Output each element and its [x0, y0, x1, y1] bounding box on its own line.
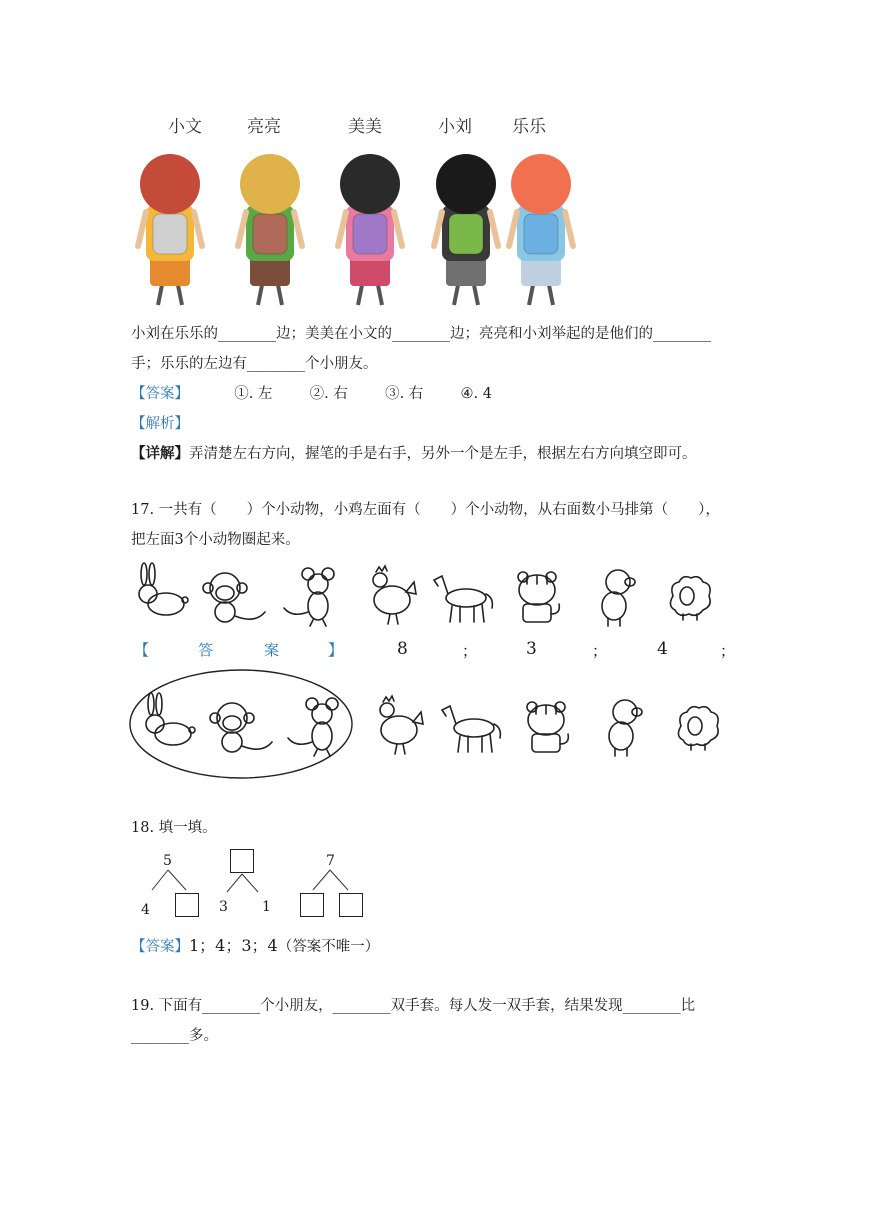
q17-part: 一共有（: [158, 502, 217, 518]
analysis-label: 【解析】: [131, 416, 189, 432]
tree1-left: 4: [141, 902, 150, 918]
tiger-icon: [527, 702, 568, 752]
tree1-top: 5: [163, 853, 172, 869]
tree3-right-box[interactable]: [339, 893, 363, 917]
q18-answer-text: 1；4；3；4: [189, 936, 278, 955]
rabbit-icon: [146, 693, 195, 745]
q16-line2: 手；乐乐的左边有________个小朋友。: [131, 356, 378, 372]
child-figure: [238, 154, 302, 305]
q17-part: ），: [698, 502, 720, 518]
circle-annotation: [130, 670, 352, 778]
name-xiaowen: 小文: [168, 117, 202, 137]
pig-icon: [602, 570, 635, 626]
answer-char: 案: [264, 641, 280, 659]
answer-sep: ；: [592, 642, 608, 660]
answer-1: ①. 左: [234, 386, 273, 402]
tree2-left: 3: [219, 899, 228, 915]
tree3-left-box[interactable]: [300, 893, 324, 917]
q17-line2: 把左面3个小动物圈起来。: [131, 532, 300, 548]
q16-line1: 小刘在乐乐的________边；美美在小文的________边；亮亮和小刘举起的是他们的________: [131, 326, 711, 342]
tree2-top-box[interactable]: [230, 849, 254, 873]
monkey-icon: [203, 573, 265, 622]
answer-sep: ；: [462, 642, 478, 660]
q17-number: 17.: [131, 502, 155, 518]
q16-answer-row: [131, 384, 492, 404]
detail-label: 【详解】: [131, 445, 189, 462]
q19-line2: ________多。: [131, 1028, 218, 1044]
q17-line1: [131, 500, 741, 520]
child-figure: [138, 154, 202, 305]
q18-answer-note: （答案不唯一）: [277, 939, 380, 955]
name-xiaoliu: 小刘: [438, 117, 472, 137]
q16-detail: [131, 444, 697, 464]
name-liangliang: 亮亮: [247, 117, 281, 137]
chicken-icon: [373, 566, 416, 624]
child-figure: [434, 154, 498, 305]
child-figure: [338, 154, 402, 305]
tree3-top: 7: [326, 853, 335, 869]
mouse-icon: [284, 568, 334, 626]
answer-value: 8: [397, 639, 408, 659]
q17-part: ）个小动物，从右面数小马排第（: [450, 502, 669, 518]
answer-bracket-close: 】: [328, 641, 344, 659]
child-figure: [509, 154, 573, 305]
horse-icon: [442, 706, 500, 752]
pig-icon: [609, 700, 642, 756]
answer-3: ③. 右: [385, 386, 424, 402]
mouse-icon: [288, 698, 338, 756]
q18-number: 18.: [131, 820, 155, 836]
detail-text: 弄清楚左右方向，握笔的手是右手，另外一个是左手，根据左右方向填空即可。: [189, 446, 697, 462]
chicken-icon: [380, 696, 423, 754]
name-meimei: 美美: [348, 117, 382, 137]
answer-value: 3: [526, 639, 537, 659]
q18-title-row: [131, 818, 217, 838]
answer-value: 4: [657, 639, 668, 659]
tiger-icon: [518, 572, 559, 622]
sheep-icon: [678, 707, 718, 750]
answer-char: 答: [198, 641, 214, 659]
horse-icon: [434, 576, 492, 622]
q19-line1: 19. 下面有________个小朋友，________双手套。每人发一双手套，结果发现________比: [131, 998, 696, 1014]
tree2-right: 1: [262, 899, 271, 915]
sheep-icon: [670, 577, 710, 620]
answer-2: ②. 右: [309, 386, 348, 402]
answer-bracket-open: 【: [134, 641, 150, 659]
answer-4: ④. 4: [460, 386, 492, 402]
answer-sep: ；: [720, 642, 736, 660]
answer-label: 【答案】: [131, 386, 189, 402]
rabbit-icon: [139, 563, 188, 615]
q17-part: ）个小动物，小鸡左面有（: [246, 502, 421, 518]
name-lele: 乐乐: [512, 117, 546, 137]
tree1-right-box[interactable]: [175, 893, 199, 917]
q18-answer-label: 【答案】: [131, 939, 189, 955]
monkey-icon: [210, 703, 272, 752]
q18-answer-row: [131, 936, 379, 957]
q18-title: 填一填。: [158, 820, 217, 836]
